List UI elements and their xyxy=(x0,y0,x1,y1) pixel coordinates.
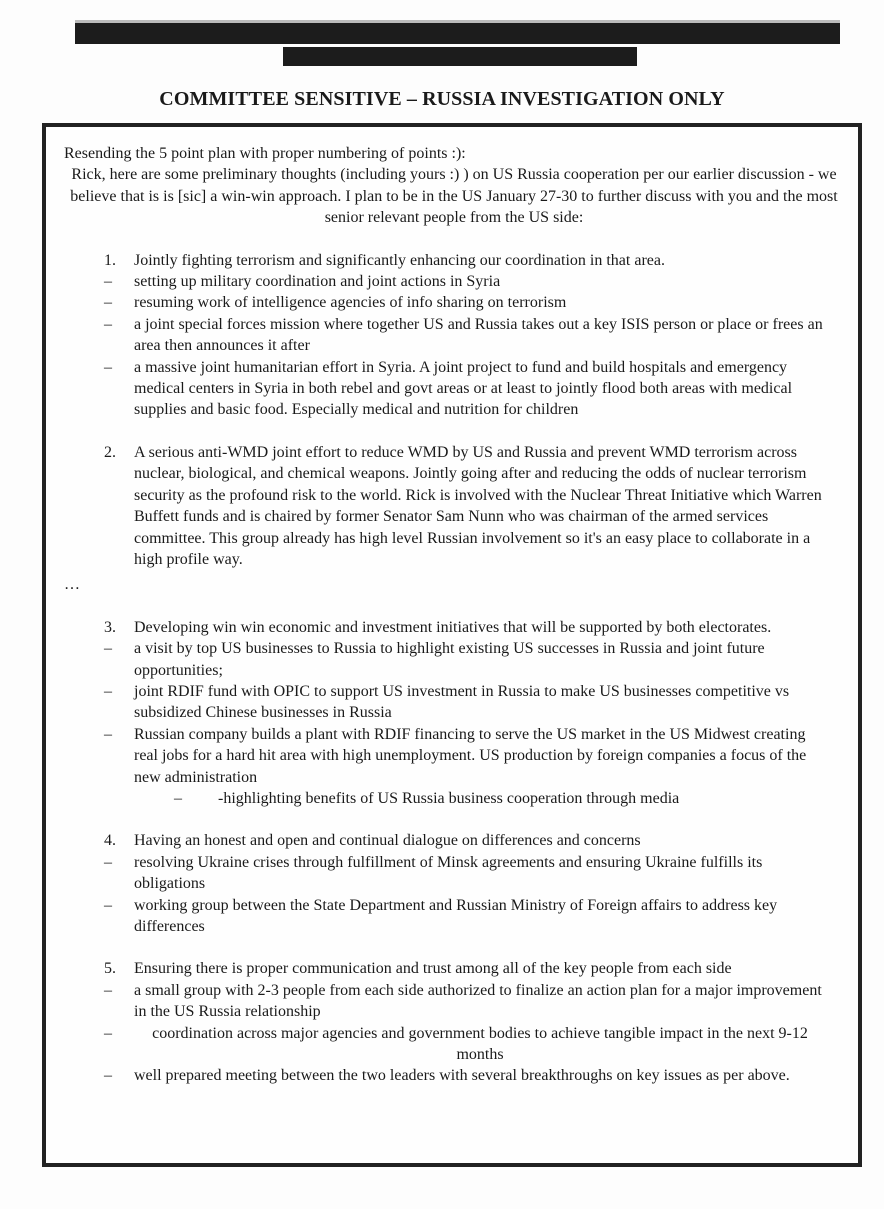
dash-bullet: – xyxy=(104,640,112,658)
point-text: Having an honest and open and continual dialogue on differences and concerns xyxy=(134,832,641,850)
sub-list-item xyxy=(64,788,844,809)
dash-bullet: – xyxy=(104,1024,112,1042)
bullet-text: coordination across major agencies and government bodies to achieve tangible impact in the next 9-12 months xyxy=(152,1024,808,1064)
document-box xyxy=(42,123,862,1167)
intro-paragraph: Rick, here are some preliminary thoughts (including yours :) ) on US Russia cooperation per our earlier discussion - we believe that is is [sic] a win-win approach. I plan to be in the US January 27-30 to further discuss with you and the most senior relevant people from the US side: xyxy=(70,166,838,227)
list-item xyxy=(64,852,844,895)
bullet-text: Russian company builds a plant with RDIF financing to serve the US market in the US Midwest creating real jobs for a hard hit area with high unemployment. US production by foreign companies a focus of the new administration xyxy=(134,725,807,786)
list-item xyxy=(64,1023,844,1066)
point-text: Jointly fighting terrorism and significantly enhancing our coordination in that area. xyxy=(134,251,665,269)
list-item xyxy=(64,271,844,292)
point-number: 1. xyxy=(104,251,116,269)
bullet-text: resuming work of intelligence agencies of info sharing on terrorism xyxy=(134,294,567,312)
list-item xyxy=(64,357,844,421)
bullet-text: a visit by top US businesses to Russia to highlight existing US successes in Russia and joint future opportunities; xyxy=(134,640,765,679)
point-text: A serious anti-WMD joint effort to reduce WMD by US and Russia and prevent WMD terrorism across nuclear, biological, and chemical weapons. Jointly going after and reducing the odds of nuclear terrorism security as the profound risk to the world. Rick is involved with the Nuclear Threat Initiative which Warren Buffett funds and is chaired by former Senator Sam Nunn who was chairman of the armed services committee. This group already has high level Russian involvement so it's an easy place to collaborate in a high profile way. xyxy=(134,443,822,568)
point-text: Ensuring there is proper communication and trust among all of the key people from each side xyxy=(134,960,732,978)
point-number: 2. xyxy=(104,443,116,461)
point-number: 4. xyxy=(104,832,116,850)
bullet-text: setting up military coordination and joint actions in Syria xyxy=(134,273,501,291)
dash-bullet: – xyxy=(104,358,112,376)
dash-bullet: – xyxy=(104,294,112,312)
bullet-text: -highlighting benefits of US Russia business cooperation through media xyxy=(218,789,680,807)
dash-bullet: – xyxy=(104,853,112,871)
bullet-text: a joint special forces mission where together US and Russia takes out a key ISIS person or place or frees an area then announces it after xyxy=(134,315,823,355)
dash-bullet: – xyxy=(104,273,112,291)
point-number: 5. xyxy=(104,960,116,978)
list-item xyxy=(64,895,844,938)
list-item xyxy=(64,1065,844,1086)
list-item xyxy=(64,314,844,357)
intro-line: Resending the 5 point plan with proper numbering of points :): xyxy=(64,145,466,162)
point-1 xyxy=(64,250,844,421)
point-2 xyxy=(64,442,844,570)
list-item xyxy=(64,681,844,724)
list-item xyxy=(64,638,844,681)
bullet-text: joint RDIF fund with OPIC to support US investment in Russia to make US businesses competitive vs subsidized Chinese businesses in Russia xyxy=(134,682,790,722)
redaction-bar xyxy=(283,47,637,66)
point-text: Developing win win economic and investment initiatives that will be supported by both electorates. xyxy=(134,618,772,636)
redaction-bar xyxy=(75,20,840,44)
bullet-text: working group between the State Department and Russian Ministry of Foreign affairs to address key differences xyxy=(134,896,778,935)
point-number: 3. xyxy=(104,618,116,636)
point-4 xyxy=(64,830,844,937)
dash-bullet: – xyxy=(104,1067,112,1085)
dash-bullet: – xyxy=(104,725,112,743)
ellipsis: … xyxy=(64,576,80,594)
intro xyxy=(64,143,844,229)
dash-bullet: – xyxy=(104,896,112,914)
list-item xyxy=(64,724,844,788)
dash-bullet: – xyxy=(104,682,112,700)
dash-bullet: – xyxy=(104,981,112,999)
point-3 xyxy=(64,617,844,810)
list-item xyxy=(64,292,844,313)
list-item xyxy=(64,980,844,1023)
dash-bullet: – xyxy=(104,315,112,333)
bullet-text: a massive joint humanitarian effort in Syria. A joint project to fund and build hospitals and emergency medical centers in Syria in both rebel and govt areas or at least to jointly flood both areas with medical supplies and basic food. Especially medical and nutrition for children xyxy=(134,358,793,419)
dash-bullet: – xyxy=(174,789,182,807)
bullet-text: well prepared meeting between the two leaders with several breakthroughs on key issues as per above. xyxy=(134,1067,790,1085)
point-5 xyxy=(64,958,844,1086)
bullet-text: resolving Ukraine crises through fulfillment of Minsk agreements and ensuring Ukraine fulfills its obligations xyxy=(134,853,763,893)
bullet-text: a small group with 2-3 people from each side authorized to finalize an action plan for a major improvement in the US Russia relationship xyxy=(134,981,822,1021)
classification-header: COMMITTEE SENSITIVE – RUSSIA INVESTIGATION ONLY xyxy=(159,88,725,110)
